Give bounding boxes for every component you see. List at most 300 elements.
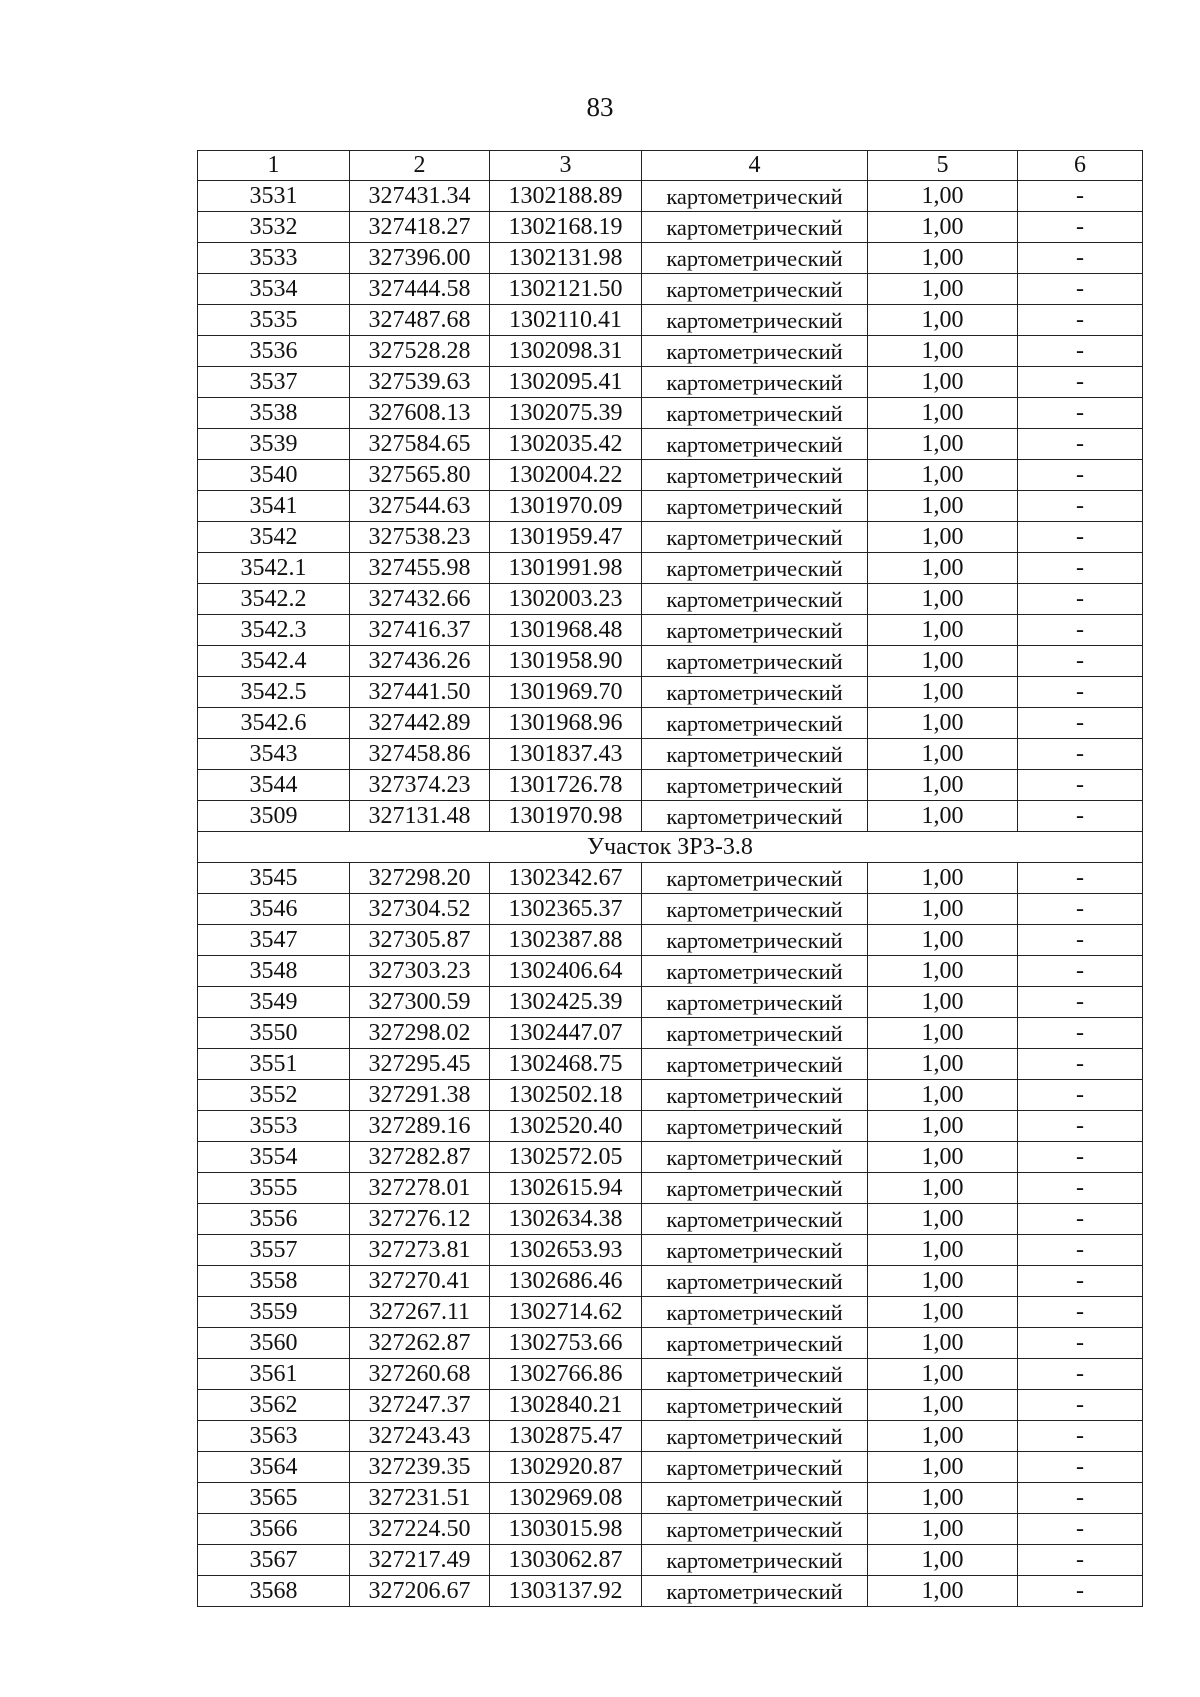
table-row [198, 770, 1143, 801]
point-number-cell: 3558 [198, 1266, 350, 1297]
table-row [198, 1359, 1143, 1390]
y-coordinate-cell: 1302753.66 [490, 1328, 642, 1359]
method-cell: картометрический [642, 801, 868, 832]
accuracy-cell: 1,00 [868, 1452, 1018, 1483]
note-cell: - [1018, 646, 1143, 677]
y-coordinate-cell: 1302840.21 [490, 1390, 642, 1421]
accuracy-cell: 1,00 [868, 956, 1018, 987]
point-number-cell: 3561 [198, 1359, 350, 1390]
note-cell: - [1018, 708, 1143, 739]
x-coordinate-cell: 327432.66 [350, 584, 490, 615]
point-number-cell: 3535 [198, 305, 350, 336]
point-number-cell: 3542.2 [198, 584, 350, 615]
accuracy-cell: 1,00 [868, 801, 1018, 832]
accuracy-cell: 1,00 [868, 1142, 1018, 1173]
method-cell: картометрический [642, 677, 868, 708]
y-coordinate-cell: 1303015.98 [490, 1514, 642, 1545]
y-coordinate-cell: 1302004.22 [490, 460, 642, 491]
accuracy-cell: 1,00 [868, 1018, 1018, 1049]
x-coordinate-cell: 327295.45 [350, 1049, 490, 1080]
y-coordinate-cell: 1302653.93 [490, 1235, 642, 1266]
accuracy-cell: 1,00 [868, 1514, 1018, 1545]
method-cell: картометрический [642, 1018, 868, 1049]
accuracy-cell: 1,00 [868, 1390, 1018, 1421]
y-coordinate-cell: 1302035.42 [490, 429, 642, 460]
accuracy-cell: 1,00 [868, 367, 1018, 398]
x-coordinate-cell: 327305.87 [350, 925, 490, 956]
note-cell: - [1018, 1266, 1143, 1297]
x-coordinate-cell: 327247.37 [350, 1390, 490, 1421]
table-row [198, 1390, 1143, 1421]
section-title: Участок ЗРЗ-3.8 [198, 832, 1143, 863]
table-row [198, 894, 1143, 925]
x-coordinate-cell: 327276.12 [350, 1204, 490, 1235]
point-number-cell: 3541 [198, 491, 350, 522]
point-number-cell: 3539 [198, 429, 350, 460]
method-cell: картометрический [642, 1080, 868, 1111]
accuracy-cell: 1,00 [868, 1576, 1018, 1607]
x-coordinate-cell: 327396.00 [350, 243, 490, 274]
method-cell: картометрический [642, 1576, 868, 1607]
accuracy-cell: 1,00 [868, 615, 1018, 646]
table-row [198, 1576, 1143, 1607]
table-row [198, 863, 1143, 894]
x-coordinate-cell: 327528.28 [350, 336, 490, 367]
x-coordinate-cell: 327291.38 [350, 1080, 490, 1111]
point-number-cell: 3553 [198, 1111, 350, 1142]
table-row [198, 708, 1143, 739]
table-row [198, 243, 1143, 274]
note-cell: - [1018, 677, 1143, 708]
method-cell: картометрический [642, 212, 868, 243]
table-row [198, 1328, 1143, 1359]
y-coordinate-cell: 1302075.39 [490, 398, 642, 429]
x-coordinate-cell: 327298.02 [350, 1018, 490, 1049]
y-coordinate-cell: 1302714.62 [490, 1297, 642, 1328]
table-row [198, 739, 1143, 770]
accuracy-cell: 1,00 [868, 1359, 1018, 1390]
accuracy-cell: 1,00 [868, 429, 1018, 460]
table-row [198, 305, 1143, 336]
point-number-cell: 3542 [198, 522, 350, 553]
accuracy-cell: 1,00 [868, 274, 1018, 305]
x-coordinate-cell: 327262.87 [350, 1328, 490, 1359]
method-cell: картометрический [642, 1049, 868, 1080]
y-coordinate-cell: 1302188.89 [490, 181, 642, 212]
point-number-cell: 3532 [198, 212, 350, 243]
point-number-cell: 3534 [198, 274, 350, 305]
point-number-cell: 3542.6 [198, 708, 350, 739]
note-cell: - [1018, 429, 1143, 460]
accuracy-cell: 1,00 [868, 1297, 1018, 1328]
x-coordinate-cell: 327416.37 [350, 615, 490, 646]
table-row [198, 1483, 1143, 1514]
method-cell: картометрический [642, 305, 868, 336]
note-cell: - [1018, 1297, 1143, 1328]
method-cell: картометрический [642, 460, 868, 491]
x-coordinate-cell: 327303.23 [350, 956, 490, 987]
x-coordinate-cell: 327298.20 [350, 863, 490, 894]
method-cell: картометрический [642, 1266, 868, 1297]
table-row [198, 491, 1143, 522]
point-number-cell: 3548 [198, 956, 350, 987]
note-cell: - [1018, 584, 1143, 615]
x-coordinate-cell: 327458.86 [350, 739, 490, 770]
accuracy-cell: 1,00 [868, 863, 1018, 894]
accuracy-cell: 1,00 [868, 491, 1018, 522]
accuracy-cell: 1,00 [868, 181, 1018, 212]
table-row [198, 956, 1143, 987]
table-row [198, 1142, 1143, 1173]
table-row [198, 1173, 1143, 1204]
y-coordinate-cell: 1301726.78 [490, 770, 642, 801]
point-number-cell: 3564 [198, 1452, 350, 1483]
column-header: 6 [1018, 151, 1143, 181]
y-coordinate-cell: 1302110.41 [490, 305, 642, 336]
method-cell: картометрический [642, 336, 868, 367]
method-cell: картометрический [642, 925, 868, 956]
method-cell: картометрический [642, 1390, 868, 1421]
accuracy-cell: 1,00 [868, 584, 1018, 615]
page-number: 83 [586, 92, 614, 122]
x-coordinate-cell: 327278.01 [350, 1173, 490, 1204]
point-number-cell: 3509 [198, 801, 350, 832]
table-row [198, 1452, 1143, 1483]
accuracy-cell: 1,00 [868, 1080, 1018, 1111]
method-cell: картометрический [642, 181, 868, 212]
accuracy-cell: 1,00 [868, 398, 1018, 429]
note-cell: - [1018, 1080, 1143, 1111]
accuracy-cell: 1,00 [868, 770, 1018, 801]
method-cell: картометрический [642, 956, 868, 987]
accuracy-cell: 1,00 [868, 305, 1018, 336]
accuracy-cell: 1,00 [868, 243, 1018, 274]
point-number-cell: 3555 [198, 1173, 350, 1204]
y-coordinate-cell: 1301968.96 [490, 708, 642, 739]
method-cell: картометрический [642, 646, 868, 677]
note-cell: - [1018, 956, 1143, 987]
method-cell: картометрический [642, 1173, 868, 1204]
note-cell: - [1018, 1483, 1143, 1514]
point-number-cell: 3544 [198, 770, 350, 801]
x-coordinate-cell: 327217.49 [350, 1545, 490, 1576]
table-row [198, 1514, 1143, 1545]
table-row [198, 1080, 1143, 1111]
note-cell: - [1018, 460, 1143, 491]
point-number-cell: 3538 [198, 398, 350, 429]
method-cell: картометрический [642, 770, 868, 801]
y-coordinate-cell: 1302572.05 [490, 1142, 642, 1173]
point-number-cell: 3542.4 [198, 646, 350, 677]
column-header: 4 [642, 151, 868, 181]
note-cell: - [1018, 336, 1143, 367]
table-row [198, 1235, 1143, 1266]
table-row [198, 1297, 1143, 1328]
point-number-cell: 3551 [198, 1049, 350, 1080]
point-number-cell: 3567 [198, 1545, 350, 1576]
y-coordinate-cell: 1302365.37 [490, 894, 642, 925]
note-cell: - [1018, 305, 1143, 336]
coordinates-table [197, 150, 1143, 1607]
table-row [198, 615, 1143, 646]
method-cell: картометрический [642, 1328, 868, 1359]
point-number-cell: 3560 [198, 1328, 350, 1359]
table-row [198, 460, 1143, 491]
note-cell: - [1018, 1142, 1143, 1173]
note-cell: - [1018, 553, 1143, 584]
y-coordinate-cell: 1301970.09 [490, 491, 642, 522]
x-coordinate-cell: 327538.23 [350, 522, 490, 553]
point-number-cell: 3542.3 [198, 615, 350, 646]
accuracy-cell: 1,00 [868, 553, 1018, 584]
accuracy-cell: 1,00 [868, 522, 1018, 553]
note-cell: - [1018, 1328, 1143, 1359]
table-body-part-2 [198, 863, 1143, 1607]
note-cell: - [1018, 181, 1143, 212]
method-cell: картометрический [642, 739, 868, 770]
x-coordinate-cell: 327260.68 [350, 1359, 490, 1390]
table-row [198, 1266, 1143, 1297]
table-row [198, 677, 1143, 708]
note-cell: - [1018, 615, 1143, 646]
x-coordinate-cell: 327231.51 [350, 1483, 490, 1514]
y-coordinate-cell: 1302121.50 [490, 274, 642, 305]
note-cell: - [1018, 1576, 1143, 1607]
x-coordinate-cell: 327243.43 [350, 1421, 490, 1452]
point-number-cell: 3568 [198, 1576, 350, 1607]
x-coordinate-cell: 327267.11 [350, 1297, 490, 1328]
method-cell: картометрический [642, 987, 868, 1018]
method-cell: картометрический [642, 491, 868, 522]
note-cell: - [1018, 1049, 1143, 1080]
table-row [198, 522, 1143, 553]
column-header: 2 [350, 151, 490, 181]
x-coordinate-cell: 327539.63 [350, 367, 490, 398]
method-cell: картометрический [642, 274, 868, 305]
method-cell: картометрический [642, 615, 868, 646]
table-row [198, 1018, 1143, 1049]
table-row [198, 336, 1143, 367]
note-cell: - [1018, 243, 1143, 274]
y-coordinate-cell: 1303062.87 [490, 1545, 642, 1576]
accuracy-cell: 1,00 [868, 987, 1018, 1018]
y-coordinate-cell: 1301991.98 [490, 553, 642, 584]
point-number-cell: 3533 [198, 243, 350, 274]
x-coordinate-cell: 327239.35 [350, 1452, 490, 1483]
y-coordinate-cell: 1302468.75 [490, 1049, 642, 1080]
method-cell: картометрический [642, 522, 868, 553]
accuracy-cell: 1,00 [868, 894, 1018, 925]
y-coordinate-cell: 1301837.43 [490, 739, 642, 770]
method-cell: картометрический [642, 863, 868, 894]
method-cell: картометрический [642, 367, 868, 398]
y-coordinate-cell: 1302766.86 [490, 1359, 642, 1390]
method-cell: картометрический [642, 1204, 868, 1235]
y-coordinate-cell: 1302098.31 [490, 336, 642, 367]
accuracy-cell: 1,00 [868, 739, 1018, 770]
accuracy-cell: 1,00 [868, 1111, 1018, 1142]
accuracy-cell: 1,00 [868, 1049, 1018, 1080]
table-row [198, 553, 1143, 584]
accuracy-cell: 1,00 [868, 1328, 1018, 1359]
note-cell: - [1018, 1111, 1143, 1142]
column-header: 1 [198, 151, 350, 181]
section-row [198, 832, 1143, 863]
note-cell: - [1018, 863, 1143, 894]
note-cell: - [1018, 1173, 1143, 1204]
method-cell: картометрический [642, 1111, 868, 1142]
x-coordinate-cell: 327584.65 [350, 429, 490, 460]
method-cell: картометрический [642, 1421, 868, 1452]
note-cell: - [1018, 925, 1143, 956]
table-row [198, 584, 1143, 615]
method-cell: картометрический [642, 1545, 868, 1576]
point-number-cell: 3542.5 [198, 677, 350, 708]
point-number-cell: 3543 [198, 739, 350, 770]
accuracy-cell: 1,00 [868, 1204, 1018, 1235]
accuracy-cell: 1,00 [868, 460, 1018, 491]
accuracy-cell: 1,00 [868, 1545, 1018, 1576]
x-coordinate-cell: 327270.41 [350, 1266, 490, 1297]
point-number-cell: 3565 [198, 1483, 350, 1514]
accuracy-cell: 1,00 [868, 677, 1018, 708]
table-row [198, 1421, 1143, 1452]
y-coordinate-cell: 1302686.46 [490, 1266, 642, 1297]
x-coordinate-cell: 327441.50 [350, 677, 490, 708]
point-number-cell: 3562 [198, 1390, 350, 1421]
x-coordinate-cell: 327436.26 [350, 646, 490, 677]
note-cell: - [1018, 770, 1143, 801]
table-row [198, 801, 1143, 832]
point-number-cell: 3559 [198, 1297, 350, 1328]
x-coordinate-cell: 327131.48 [350, 801, 490, 832]
x-coordinate-cell: 327282.87 [350, 1142, 490, 1173]
method-cell: картометрический [642, 584, 868, 615]
x-coordinate-cell: 327300.59 [350, 987, 490, 1018]
point-number-cell: 3545 [198, 863, 350, 894]
note-cell: - [1018, 1235, 1143, 1266]
point-number-cell: 3556 [198, 1204, 350, 1235]
note-cell: - [1018, 367, 1143, 398]
x-coordinate-cell: 327304.52 [350, 894, 490, 925]
table-row [198, 646, 1143, 677]
method-cell: картометрический [642, 1359, 868, 1390]
note-cell: - [1018, 987, 1143, 1018]
x-coordinate-cell: 327289.16 [350, 1111, 490, 1142]
x-coordinate-cell: 327544.63 [350, 491, 490, 522]
method-cell: картометрический [642, 429, 868, 460]
point-number-cell: 3554 [198, 1142, 350, 1173]
y-coordinate-cell: 1301958.90 [490, 646, 642, 677]
note-cell: - [1018, 1545, 1143, 1576]
method-cell: картометрический [642, 1297, 868, 1328]
note-cell: - [1018, 1390, 1143, 1421]
table-row [198, 1111, 1143, 1142]
table-body-part-1 [198, 181, 1143, 832]
x-coordinate-cell: 327442.89 [350, 708, 490, 739]
method-cell: картометрический [642, 708, 868, 739]
y-coordinate-cell: 1301968.48 [490, 615, 642, 646]
y-coordinate-cell: 1302425.39 [490, 987, 642, 1018]
point-number-cell: 3540 [198, 460, 350, 491]
accuracy-cell: 1,00 [868, 1235, 1018, 1266]
method-cell: картометрический [642, 1483, 868, 1514]
y-coordinate-cell: 1302095.41 [490, 367, 642, 398]
note-cell: - [1018, 1421, 1143, 1452]
note-cell: - [1018, 739, 1143, 770]
note-cell: - [1018, 1452, 1143, 1483]
y-coordinate-cell: 1301970.98 [490, 801, 642, 832]
note-cell: - [1018, 894, 1143, 925]
y-coordinate-cell: 1302615.94 [490, 1173, 642, 1204]
table-row [198, 398, 1143, 429]
y-coordinate-cell: 1302875.47 [490, 1421, 642, 1452]
point-number-cell: 3542.1 [198, 553, 350, 584]
x-coordinate-cell: 327487.68 [350, 305, 490, 336]
accuracy-cell: 1,00 [868, 1173, 1018, 1204]
x-coordinate-cell: 327418.27 [350, 212, 490, 243]
point-number-cell: 3531 [198, 181, 350, 212]
table-row [198, 181, 1143, 212]
note-cell: - [1018, 1018, 1143, 1049]
point-number-cell: 3557 [198, 1235, 350, 1266]
method-cell: картометрический [642, 398, 868, 429]
y-coordinate-cell: 1302387.88 [490, 925, 642, 956]
point-number-cell: 3563 [198, 1421, 350, 1452]
x-coordinate-cell: 327206.67 [350, 1576, 490, 1607]
y-coordinate-cell: 1303137.92 [490, 1576, 642, 1607]
y-coordinate-cell: 1302168.19 [490, 212, 642, 243]
table-header-row [198, 151, 1143, 181]
x-coordinate-cell: 327608.13 [350, 398, 490, 429]
y-coordinate-cell: 1301969.70 [490, 677, 642, 708]
note-cell: - [1018, 274, 1143, 305]
y-coordinate-cell: 1302131.98 [490, 243, 642, 274]
x-coordinate-cell: 327224.50 [350, 1514, 490, 1545]
y-coordinate-cell: 1302520.40 [490, 1111, 642, 1142]
table-row [198, 367, 1143, 398]
table-row [198, 1545, 1143, 1576]
note-cell: - [1018, 1204, 1143, 1235]
method-cell: картометрический [642, 243, 868, 274]
method-cell: картометрический [642, 1235, 868, 1266]
table-row [198, 925, 1143, 956]
point-number-cell: 3549 [198, 987, 350, 1018]
point-number-cell: 3537 [198, 367, 350, 398]
column-header: 5 [868, 151, 1018, 181]
table-row [198, 212, 1143, 243]
accuracy-cell: 1,00 [868, 1483, 1018, 1514]
point-number-cell: 3552 [198, 1080, 350, 1111]
x-coordinate-cell: 327431.34 [350, 181, 490, 212]
x-coordinate-cell: 327374.23 [350, 770, 490, 801]
accuracy-cell: 1,00 [868, 1266, 1018, 1297]
point-number-cell: 3536 [198, 336, 350, 367]
y-coordinate-cell: 1302634.38 [490, 1204, 642, 1235]
accuracy-cell: 1,00 [868, 1421, 1018, 1452]
point-number-cell: 3566 [198, 1514, 350, 1545]
point-number-cell: 3550 [198, 1018, 350, 1049]
point-number-cell: 3547 [198, 925, 350, 956]
table-row [198, 987, 1143, 1018]
y-coordinate-cell: 1302406.64 [490, 956, 642, 987]
accuracy-cell: 1,00 [868, 336, 1018, 367]
y-coordinate-cell: 1301959.47 [490, 522, 642, 553]
accuracy-cell: 1,00 [868, 708, 1018, 739]
note-cell: - [1018, 398, 1143, 429]
table-row [198, 1204, 1143, 1235]
x-coordinate-cell: 327565.80 [350, 460, 490, 491]
